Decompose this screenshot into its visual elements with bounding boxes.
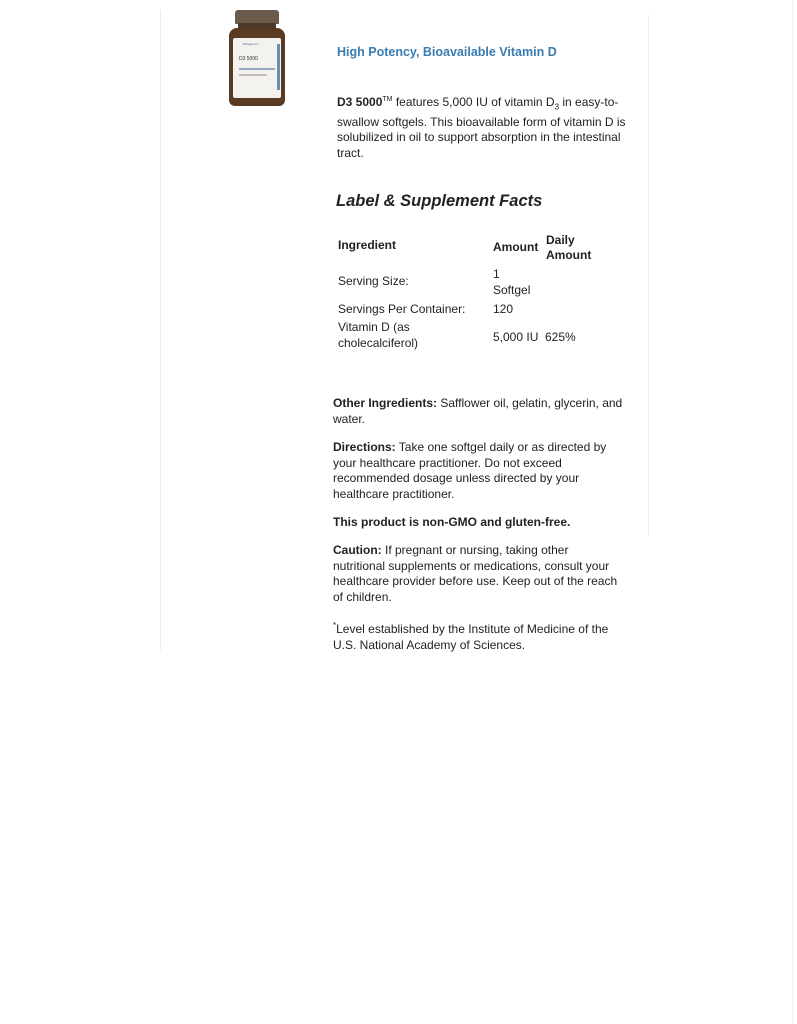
table-row-vitamin-d-ingredient: Vitamin D (as cholecalciferol) xyxy=(338,320,419,350)
intro-subscript: 3 xyxy=(554,102,560,112)
caution-paragraph xyxy=(333,543,623,605)
header-daily-amount: Daily Amount xyxy=(546,233,592,262)
footnote xyxy=(333,618,618,653)
scan-edge-line xyxy=(792,0,793,1024)
other-ingredients-paragraph xyxy=(333,396,623,427)
footnote-text: Level established by the Institute of Medicine of the U.S. National Academy of Sciences. xyxy=(333,622,609,652)
header-ingredient: Ingredient xyxy=(338,238,397,252)
table-row-vitamin-d-daily: 625% xyxy=(545,330,576,344)
directions-label: Directions: xyxy=(333,440,396,454)
scan-margin-line xyxy=(648,15,649,535)
directions-paragraph xyxy=(333,440,623,502)
bottle-cap xyxy=(235,10,279,24)
table-row-servings-amount: 120 xyxy=(493,302,514,316)
bottle-body xyxy=(229,28,285,106)
intro-text-2: in easy-to-swallow softgels. This bioavailable form of vitamin D is solubilized in oil to support absorption in the intestinal tract. xyxy=(337,95,626,160)
intro-product-name: D3 5000 xyxy=(337,95,383,109)
other-ingredients-text: Safflower oil, gelatin, glycerin, and water. xyxy=(333,396,623,426)
bottle-brand-text: Metagenics xyxy=(243,42,259,46)
table-row-servings-ingredient: Servings Per Container: xyxy=(338,302,466,316)
bottle-label-stripe xyxy=(239,74,267,76)
bottle-product-name: D3 5000 xyxy=(239,56,258,62)
table-row-serving-size-ingredient: Serving Size: xyxy=(338,274,409,288)
caution-text: If pregnant or nursing, taking other nutritional supplements or medications, consult your healthcare provider before use. Keep out of the reach of children. xyxy=(333,543,618,604)
bottle-label xyxy=(233,38,281,98)
facts-title: Label & Supplement Facts xyxy=(336,192,543,210)
section-heading: High Potency, Bioavailable Vitamin D xyxy=(337,45,557,59)
footnote-mark: * xyxy=(333,621,337,630)
caution-label: Caution: xyxy=(333,543,382,557)
bottle-label-stripe xyxy=(239,68,275,70)
intro-paragraph xyxy=(337,92,637,161)
table-row-vitamin-d-amount: 5,000 IU xyxy=(493,330,539,344)
trademark-mark: TM xyxy=(382,96,393,103)
bottle-label-side-band xyxy=(277,44,280,90)
directions-text: Take one softgel daily or as directed by your healthcare practitioner. Do not exceed recommended dosage unless directed by your healthcare practitioner. xyxy=(333,440,607,501)
other-ingredients-label: Other Ingredients: xyxy=(333,396,438,410)
product-bottle-image xyxy=(228,10,286,106)
header-amount: Amount xyxy=(493,240,539,254)
table-row-serving-size-amount: 1 Softgel xyxy=(493,267,531,297)
non-gmo-statement: This product is non-GMO and gluten-free. xyxy=(333,515,571,529)
scan-margin-line xyxy=(160,10,161,650)
intro-text-1: features 5,000 IU of vitamin D xyxy=(392,95,555,109)
